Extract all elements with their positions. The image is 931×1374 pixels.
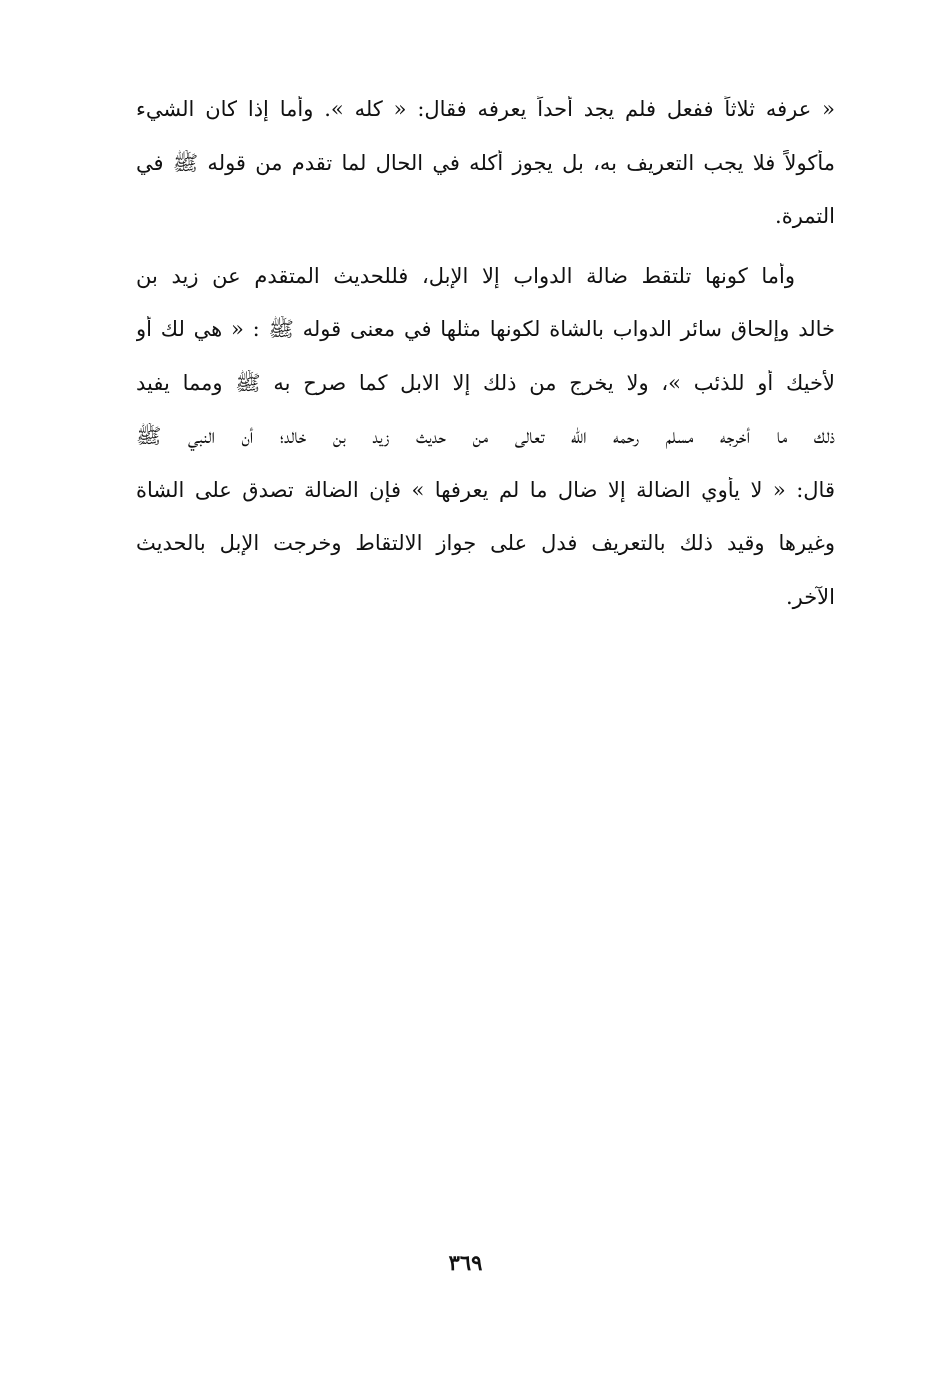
text-line: لأخيك أو للذئب »، ولا يخرج من ذلك إلا الابل كما صرح به ﷺ ومما يفيد [136,370,835,395]
text-line: ذلك ما أخرجه مسلم رحمه الله تعالى من حديث زيد بن خالد؛ أن النبي ﷺ [136,424,835,448]
text-line: وأما كونها تلتقط ضالة الدواب إلا الإبل، فللحديث المتقدم عن زيد بن [136,263,795,288]
text-line: « عرفه ثلاثاً ففعل فلم يجد أحداً يعرفه فقال: « كله ». وأما إذا كان الشيء [136,97,835,121]
text-line: وغيرها وقيد ذلك بالتعريف فدل على جواز الالتقاط وخرجت الإبل بالحديث [136,531,835,555]
page-number: ٣٦٩ [448,1250,483,1275]
paragraph-2 [136,263,835,638]
text-line: قال: « لا يأوي الضالة إلا ضال ما لم يعرفها » فإن الضالة تصدق على الشاة [136,477,835,502]
paragraph-1 [136,96,835,257]
text-line: الآخر. [785,584,835,609]
text-line: خالد وإلحاق سائر الدواب بالشاة لكونها مثلها في معنى قوله ﷺ : « هي لك أو [136,317,835,341]
text-line: التمرة. [775,204,835,228]
text-line: مأكولاً فلا يجب التعريف به، بل يجوز أكله في الحال لما تقدم من قوله ﷺ في [136,150,835,175]
body-text [136,96,835,637]
